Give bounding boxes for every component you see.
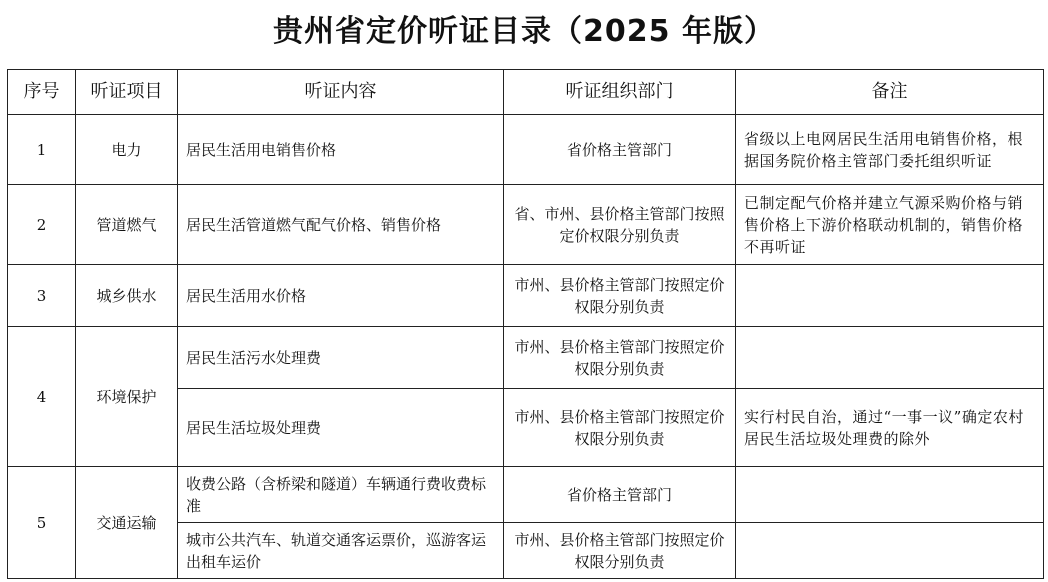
- row-project: 城乡供水: [76, 265, 178, 327]
- header-seq: 序号: [8, 70, 76, 115]
- row-content: 居民生活污水处理费: [178, 327, 504, 389]
- row-dept: 省、市州、县价格主管部门按照定价权限分别负责: [504, 185, 736, 265]
- row-content: 居民生活用电销售价格: [178, 115, 504, 185]
- row-remark: 省级以上电网居民生活用电销售价格，根据国务院价格主管部门委托组织听证: [736, 115, 1044, 185]
- row-seq: 3: [8, 265, 76, 327]
- header-project: 听证项目: [76, 70, 178, 115]
- row-content: 居民生活用水价格: [178, 265, 504, 327]
- header-content: 听证内容: [178, 70, 504, 115]
- row-dept: 市州、县价格主管部门按照定价权限分别负责: [504, 327, 736, 389]
- row-content: 居民生活垃圾处理费: [178, 389, 504, 467]
- row-dept: 市州、县价格主管部门按照定价权限分别负责: [504, 265, 736, 327]
- table-row: [8, 467, 1044, 523]
- header-dept: 听证组织部门: [504, 70, 736, 115]
- row-project: 电力: [76, 115, 178, 185]
- table-header-row: [8, 70, 1044, 115]
- table-row: [8, 265, 1044, 327]
- pricing-hearing-table: [7, 69, 1044, 579]
- row-project: 交通运输: [76, 467, 178, 579]
- page-title: 贵州省定价听证目录（2025 年版）: [273, 14, 775, 49]
- table-row: [8, 327, 1044, 389]
- row-remark: 已制定配气价格并建立气源采购价格与销售价格上下游价格联动机制的，销售价格不再听证: [736, 185, 1044, 265]
- row-project: 管道燃气: [76, 185, 178, 265]
- row-remark: [736, 327, 1044, 389]
- row-project: 环境保护: [76, 327, 178, 467]
- row-seq: 2: [8, 185, 76, 265]
- row-dept: 市州、县价格主管部门按照定价权限分别负责: [504, 523, 736, 579]
- header-remark: 备注: [736, 70, 1044, 115]
- row-dept: 省价格主管部门: [504, 467, 736, 523]
- row-remark: 实行村民自治，通过“一事一议”确定农村居民生活垃圾处理费的除外: [736, 389, 1044, 467]
- row-dept: 省价格主管部门: [504, 115, 736, 185]
- row-remark: [736, 523, 1044, 579]
- row-content: 居民生活管道燃气配气价格、销售价格: [178, 185, 504, 265]
- row-seq: 5: [8, 467, 76, 579]
- table-row: [8, 115, 1044, 185]
- row-seq: 4: [8, 327, 76, 467]
- row-content: 城市公共汽车、轨道交通客运票价，巡游客运出租车运价: [178, 523, 504, 579]
- row-seq: 1: [8, 115, 76, 185]
- row-content: 收费公路（含桥梁和隧道）车辆通行费收费标准: [178, 467, 504, 523]
- table-row: [8, 185, 1044, 265]
- row-remark: [736, 467, 1044, 523]
- row-remark: [736, 265, 1044, 327]
- row-dept: 市州、县价格主管部门按照定价权限分别负责: [504, 389, 736, 467]
